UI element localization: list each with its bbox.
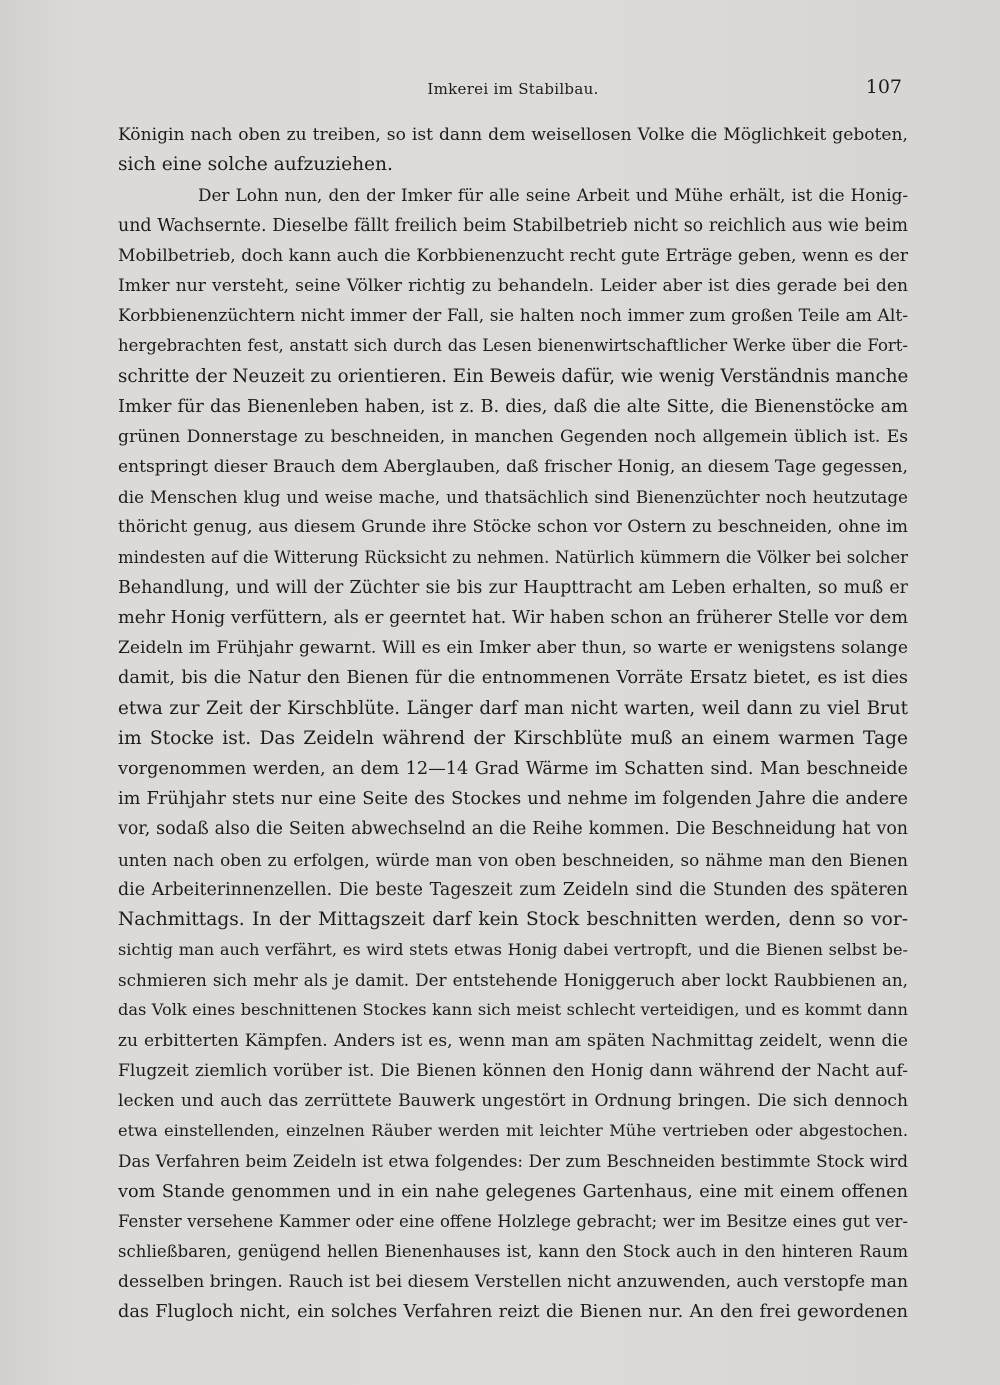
text-line: vor, sodaß also die Seiten abwechselnd an die Reihe kommen. Die Beschneidung hat von bbox=[118, 819, 908, 840]
text-line: das Flugloch nicht, ein solches Verfahren reizt die Bienen nur. An den frei gewordenen bbox=[118, 1302, 908, 1323]
text-line: schließbaren, genügend hellen Bienenhauses ist, kann den Stock auch in den hinteren Raum bbox=[118, 1241, 908, 1261]
page-header bbox=[118, 76, 908, 104]
text-line: thöricht genug, aus diesem Grunde ihre Stöcke schon vor Ostern zu beschneiden, ohne im bbox=[118, 517, 908, 538]
text-line: im Frühjahr stets nur eine Seite des Stockes und nehme im folgenden Jahre die andere bbox=[118, 789, 908, 810]
text-line: schritte der Neuzeit zu orientieren. Ein Beweis dafür, wie wenig Verständnis manche bbox=[118, 365, 908, 387]
text-line: Das Verfahren beim Zeideln ist etwa folgendes: Der zum Beschneiden bestimmte Stock wird bbox=[118, 1151, 908, 1172]
text-line: Königin nach oben zu treiben, so ist dann dem weisellosen Volke die Möglichkeit geboten, bbox=[118, 125, 908, 145]
text-line: entspringt dieser Brauch dem Aberglauben, daß frischer Honig, an diesem Tage gegessen, bbox=[118, 457, 908, 478]
text-line: vom Stande genommen und in ein nahe gelegenes Gartenhaus, eine mit einem offenen bbox=[118, 1181, 908, 1202]
text-line: und Wachsernte. Dieselbe fällt freilich beim Stabilbetrieb nicht so reichlich aus wie beim bbox=[118, 215, 908, 236]
text-line: Fenster versehene Kammer oder eine offene Holzlege gebracht; wer im Besitze eines gut ver- bbox=[118, 1211, 908, 1231]
text-line: Der Lohn nun, den der Imker für alle seine Arbeit und Mühe erhält, ist die Honig- bbox=[198, 185, 908, 206]
text-line: unten nach oben zu erfolgen, würde man von oben beschneiden, so nähme man den Bienen bbox=[118, 849, 908, 870]
text-line: hergebrachten fest, anstatt sich durch das Lesen bienenwirtschaftlicher Werke über die Fort- bbox=[118, 336, 908, 356]
page-number: 107 bbox=[865, 76, 902, 98]
running-title: Imkerei im Stabilbau. bbox=[427, 80, 599, 98]
text-line: etwa einstellenden, einzelnen Räuber werden mit leichter Mühe vertrieben oder abgestochen. bbox=[118, 1121, 908, 1141]
text-line: Imker nur versteht, seine Völker richtig zu behandeln. Leider aber ist dies gerade bei den bbox=[118, 275, 908, 296]
text-line: schmieren sich mehr als je damit. Der entstehende Honiggeruch aber lockt Raubbienen an, bbox=[118, 970, 908, 991]
text-line: mehr Honig verfüttern, als er geerntet hat. Wir haben schon an früherer Stelle vor dem bbox=[118, 608, 908, 628]
body-text bbox=[118, 120, 908, 1328]
text-line: grünen Donnerstage zu beschneiden, in manchen Gegenden noch allgemein üblich ist. Es bbox=[118, 426, 908, 447]
text-line: Zeideln im Frühjahr gewarnt. Will es ein Imker aber thun, so warte er wenigstens solange bbox=[118, 638, 908, 659]
text-line: die Menschen klug und weise mache, und thatsächlich sind Bienenzüchter noch heutzutage bbox=[118, 487, 908, 508]
text-line: vorgenommen werden, an dem 12—14 Grad Wärme im Schatten sind. Man beschneide bbox=[118, 758, 908, 779]
text-line: damit, bis die Natur den Bienen für die entnommenen Vorräte Ersatz bietet, es ist dies bbox=[118, 668, 908, 689]
text-line: etwa zur Zeit der Kirschblüte. Länger darf man nicht warten, weil dann zu viel Brut bbox=[118, 697, 908, 719]
text-line: Nachmittags. In der Mittagszeit darf kein Stock beschnitten werden, denn so vor- bbox=[118, 908, 908, 930]
text-line: das Volk eines beschnittenen Stockes kann sich meist schlecht verteidigen, und es kommt dann bbox=[118, 1000, 908, 1020]
text-line: sich eine solche aufzuziehen. bbox=[118, 154, 393, 176]
text-line: Mobilbetrieb, doch kann auch die Korbbienenzucht recht gute Erträge geben, wenn es der bbox=[118, 245, 908, 266]
text-line: Korbbienenzüchtern nicht immer der Fall, sie halten noch immer zum großen Teile am Alt- bbox=[118, 306, 908, 327]
text-line: Behandlung, und will der Züchter sie bis zur Haupttracht am Leben erhalten, so muß er bbox=[118, 577, 908, 598]
text-line: zu erbitterten Kämpfen. Anders ist es, wenn man am späten Nachmittag zeidelt, wenn die bbox=[118, 1030, 908, 1051]
text-line: Imker für das Bienenleben haben, ist z. B. dies, daß die alte Sitte, die Bienenstöcke am bbox=[118, 396, 908, 417]
text-line: desselben bringen. Rauch ist bei diesem Verstellen nicht anzuwenden, auch verstopfe man bbox=[118, 1272, 908, 1293]
text-line: Flugzeit ziemlich vorüber ist. Die Bienen können den Honig dann während der Nacht auf- bbox=[118, 1060, 908, 1081]
text-line: im Stocke ist. Das Zeideln während der Kirschblüte muß an einem warmen Tage bbox=[118, 727, 908, 749]
text-line: mindesten auf die Witterung Rücksicht zu nehmen. Natürlich kümmern die Völker bei solcher bbox=[118, 547, 908, 567]
text-line: die Arbeiterinnenzellen. Die beste Tageszeit zum Zeideln sind die Stunden des späteren bbox=[118, 879, 908, 900]
text-line: lecken und auch das zerrüttete Bauwerk ungestört in Ordnung bringen. Die sich dennoch bbox=[118, 1091, 908, 1111]
text-line: sichtig man auch verfährt, es wird stets etwas Honig dabei vertropft, und die Bienen selbst be- bbox=[118, 940, 908, 960]
